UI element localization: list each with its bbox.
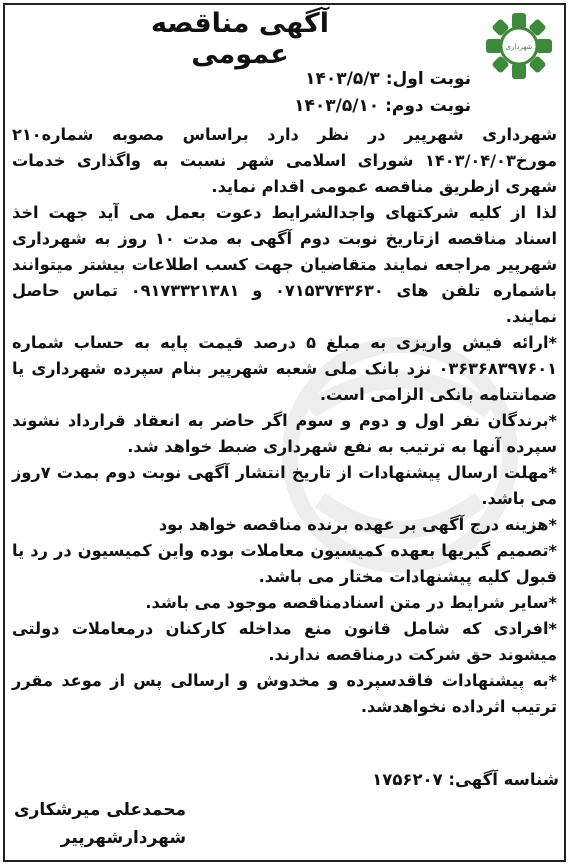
deposit-condition: *ارائه فیش واریزی به مبلغ ۵ درصد قیمت پایه به حساب شماره ۰۳۶۳۶۸۳۹۷۶۰۱ نزد بانک ملی شعبه شهرپیر بنام سپرده شهرداری یا ضمانتنامه بانکی الزامی است. [12, 333, 557, 404]
ad-cost-condition: *هزینه درج آگهی بر عهده برنده مناقصه خواهد بود [158, 515, 557, 534]
second-turn-date: نوبت دوم: ۱۴۰۳/۵/۱۰ [294, 96, 471, 116]
notice-title: آگهی مناقصه عمومی [150, 8, 330, 70]
logo-label: شهرداری [505, 43, 533, 51]
notice-body [12, 122, 557, 720]
deadline-condition: *مهلت ارسال پیشنهادات از تاریخ انتشار آگهی نوبت دوم بمدت ۷روز می باشد. [12, 463, 557, 508]
signatory-role: شهردارشهرپیر [60, 828, 187, 848]
ad-id: شناسه آگهی: ۱۷۵۶۲۰۷ [372, 770, 559, 789]
municipality-logo-icon [485, 12, 553, 80]
signature-block [14, 796, 186, 852]
publication-turns [294, 66, 471, 120]
intro-paragraph: شهرداری شهرپیر در نظر دارد براساس مصوبه شماره۲۱۰ مورخ۱۴۰۳/۰۴/۰۳ شورای اسلامی شهر نسبت به واگذاری خدمات شهری ازطریق مناقصه عمومی اقدام نماید. [12, 125, 557, 196]
commission-condition: *تصمیم گیریها بعهده کمیسیون معاملات بوده واین کمیسیون در رد یا قبول کلیه پیشنهادات مختار می باشد. [12, 541, 557, 586]
signatory-name: محمدعلی میرشکاری [14, 800, 187, 820]
eligibility-condition: *افرادی که شامل قانون منع مداخله کارکنان درمعاملات دولتی میشوند حق شرکت درمناقصه ندارند. [12, 619, 557, 664]
invalid-bids-condition: *به پیشنهادات فاقدسپرده و مخدوش و ارسالی پس از موعد مقرر ترتیب اثرداده نخواهدشد. [12, 671, 557, 716]
winner-forfeit-condition: *برندگان نفر اول و دوم و سوم اگر حاضر به انعقاد قرارداد نشوند سپرده آنها به ترتیب به نفع شهرداری ضبط خواهد شد. [12, 411, 557, 456]
first-turn-date: نوبت اول: ۱۴۰۳/۵/۳ [305, 69, 471, 89]
other-terms-condition: *سایر شرایط در متن اسنادمناقصه موجود می باشد. [145, 593, 557, 612]
invitation-paragraph: لذا از کلیه شرکتهای واجدالشرایط دعوت بعمل می آید جهت اخذ اسناد مناقصه ازتاریخ نوبت دوم آگهی به مدت ۱۰ روز به شهرداری شهرپیر مراجعه نمایند متقاضیان جهت کسب اطلاعات بیشتر میتوانند باشماره تلفن های ۰۷۱۵۳۷۴۳۶۳۰ و ۰۹۱۷۳۳۲۱۳۸۱ تماس حاصل نمایند. [12, 203, 557, 326]
